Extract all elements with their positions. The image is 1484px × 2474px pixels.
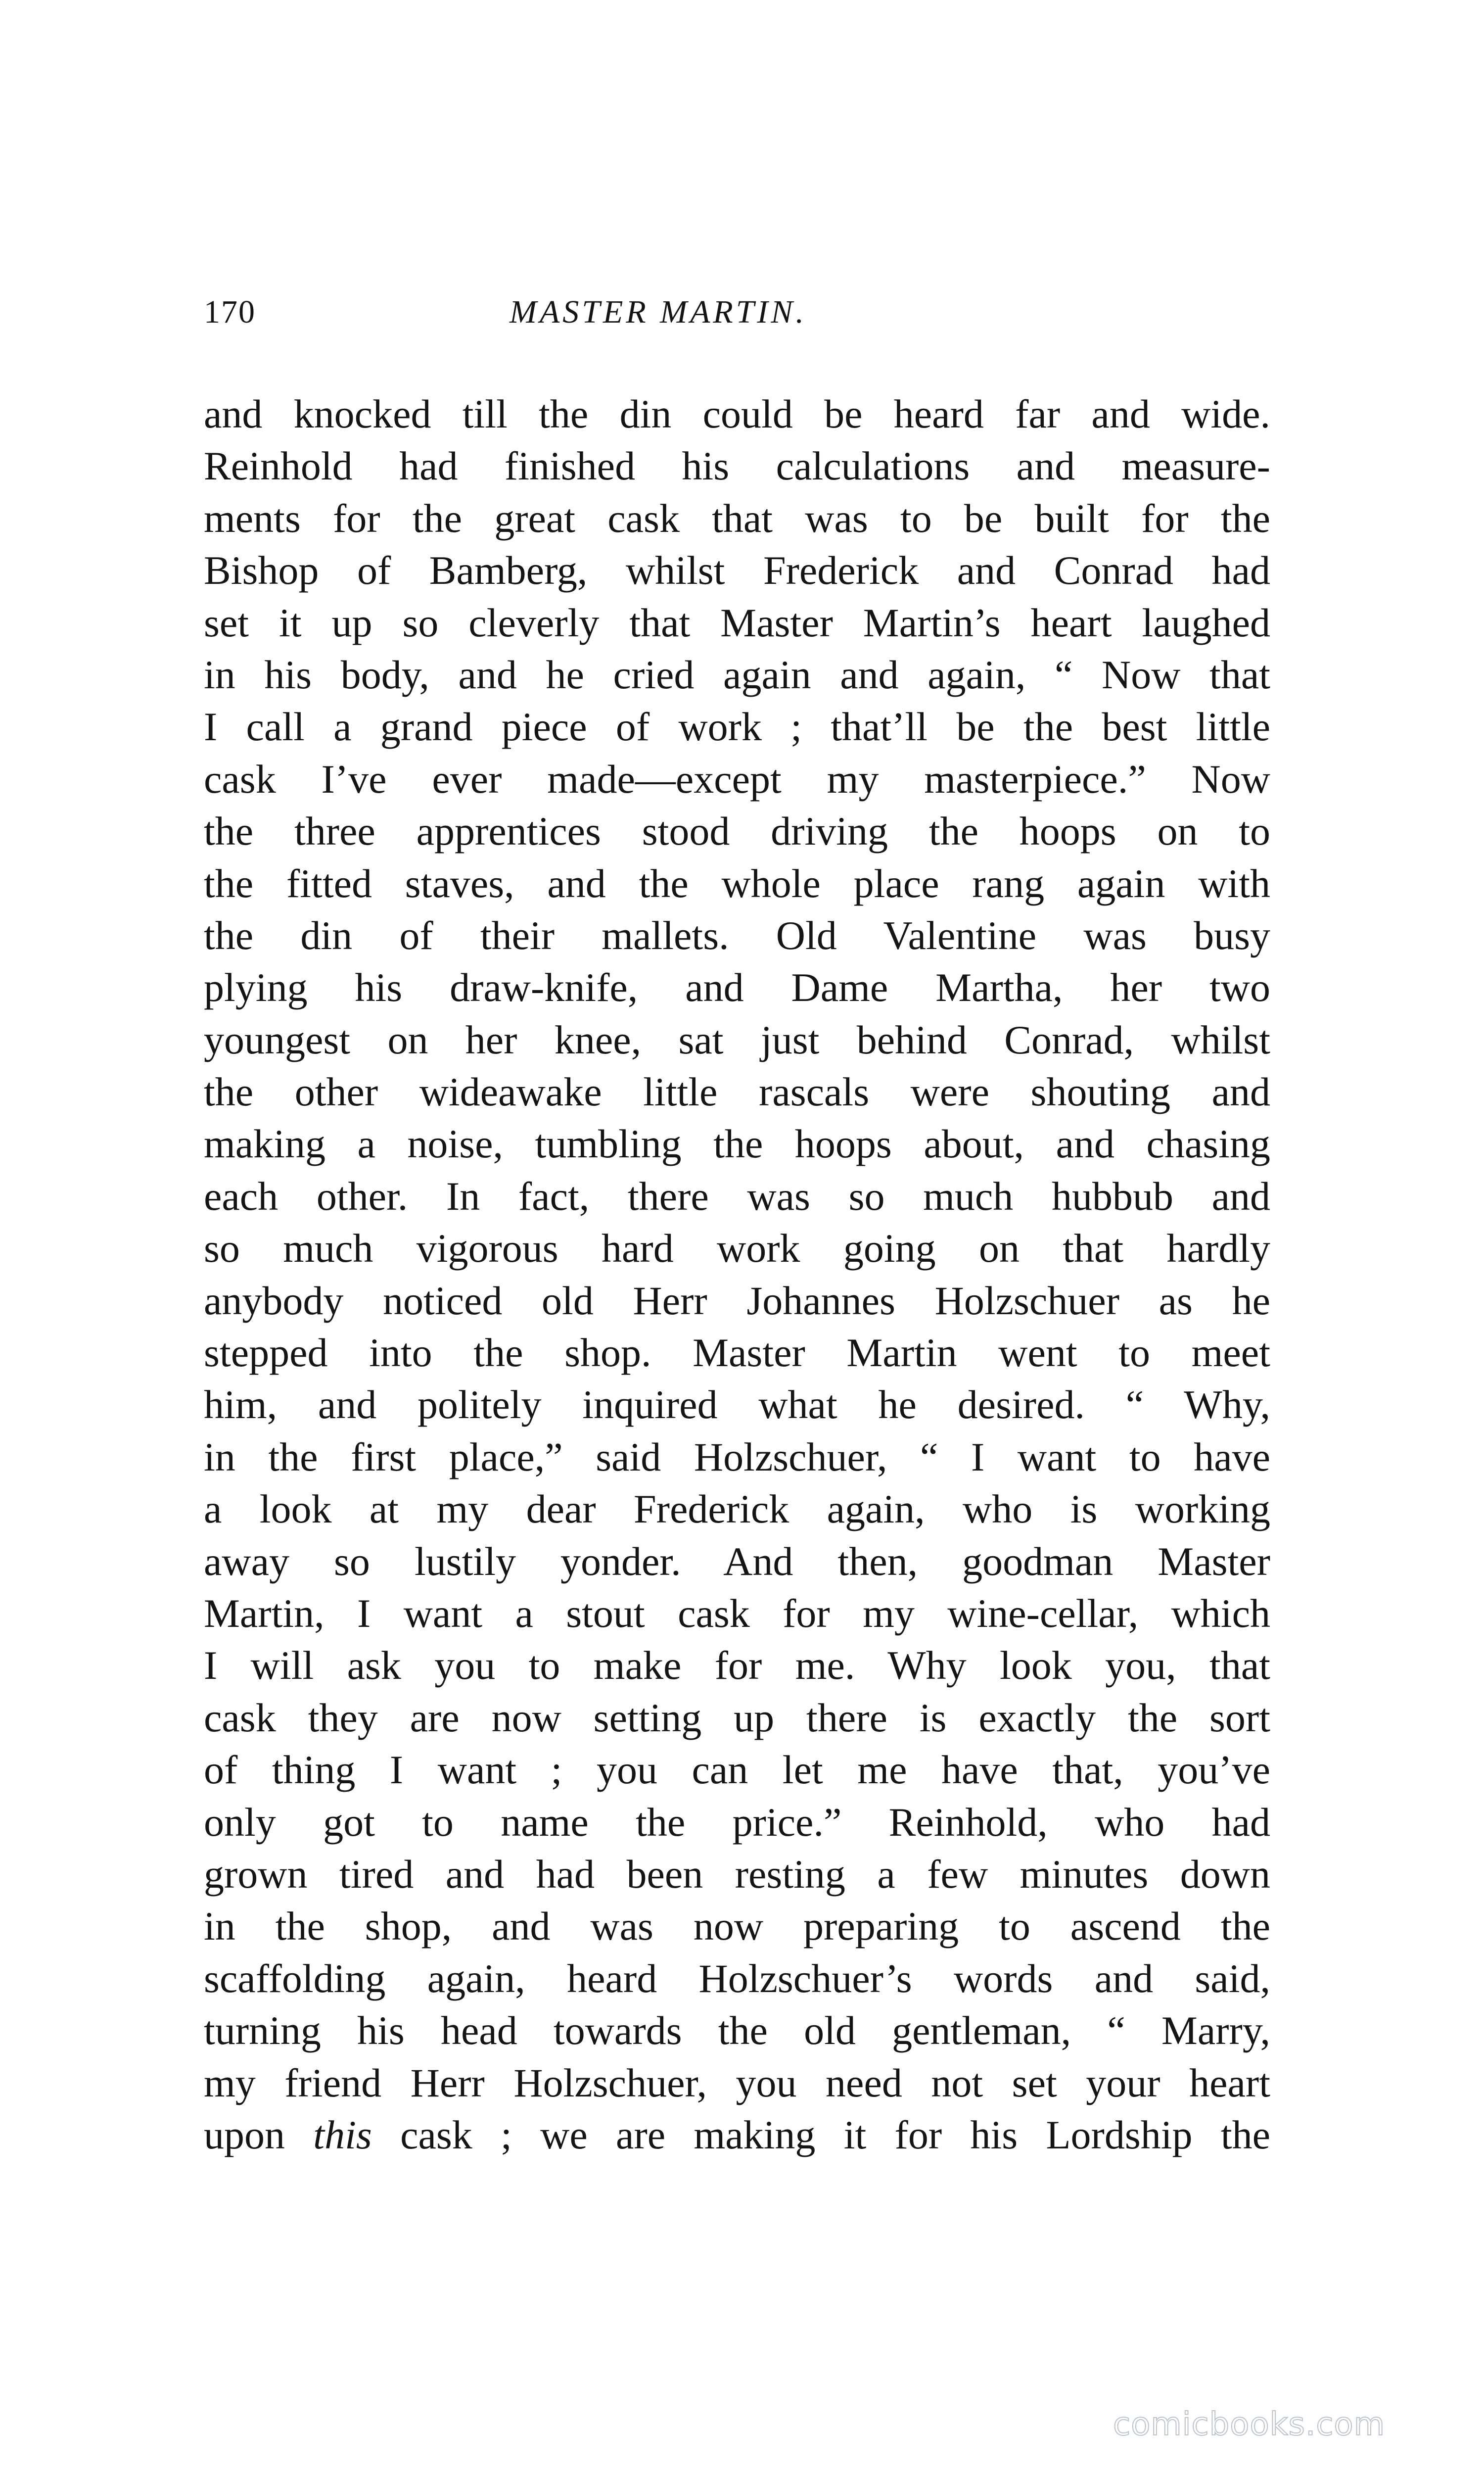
italic-emphasis: this xyxy=(313,2112,372,2157)
text-line: cask they are now setting up there is exactly the sort xyxy=(204,1695,1270,1740)
text-line: turning his head towards the old gentleman, “ Marry, xyxy=(204,2008,1270,2053)
text-line: and knocked till the din could be heard far and wide. xyxy=(204,391,1270,436)
text-line-last xyxy=(204,2109,1270,2161)
text-line: I will ask you to make for me. Why look you, that xyxy=(204,1643,1270,1688)
text-line: in the first place,” said Holzschuer, “ I want to have xyxy=(204,1434,1270,1479)
text-line: ments for the great cask that was to be built for the xyxy=(204,495,1270,541)
text-line: the din of their mallets. Old Valentine was busy xyxy=(204,912,1270,958)
text-line: scaffolding again, heard Holzschuer’s words and said, xyxy=(204,1955,1270,2001)
text-line: only got to name the price.” Reinhold, who had xyxy=(204,1799,1270,1845)
text-line: so much vigorous hard work going on that hardly xyxy=(204,1226,1270,1271)
text-line: Reinhold had finished his calculations and measure- xyxy=(204,443,1270,489)
text-line: I call a grand piece of work ; that’ll be the best little xyxy=(204,704,1270,750)
text-segment: cask ; we are making it for his Lordship the xyxy=(371,2112,1271,2157)
watermark: comicbooks.com xyxy=(1113,2406,1386,2443)
text-line: grown tired and had been resting a few minutes down xyxy=(204,1851,1270,1897)
text-line: anybody noticed old Herr Johannes Holzschuer as he xyxy=(204,1278,1270,1323)
text-line: in his body, and he cried again and again, “ Now that xyxy=(204,652,1270,697)
text-line: the other wideawake little rascals were shouting and xyxy=(204,1069,1270,1115)
text-line: making a noise, tumbling the hoops about, and chasing xyxy=(204,1121,1270,1167)
text-line: of thing I want ; you can let me have that, you’ve xyxy=(204,1747,1270,1793)
text-segment: upon xyxy=(204,2112,314,2157)
text-line: cask I’ve ever made—except my masterpiece.” Now xyxy=(204,756,1270,802)
text-line: the three apprentices stood driving the hoops on to xyxy=(204,809,1270,854)
text-line: away so lustily yonder. And then, goodman Master xyxy=(204,1538,1270,1584)
text-line: youngest on her knee, sat just behind Conrad, whilst xyxy=(204,1017,1270,1062)
text-line: a look at my dear Frederick again, who is working xyxy=(204,1486,1270,1532)
body-text xyxy=(204,388,1270,2161)
text-line: Martin, I want a stout cask for my wine-cellar, which xyxy=(204,1590,1270,1636)
text-line: set it up so cleverly that Master Martin’s heart laughed xyxy=(204,600,1270,645)
text-line: him, and politely inquired what he desired. “ Why, xyxy=(204,1382,1270,1427)
text-line: each other. In fact, there was so much hubbub and xyxy=(204,1173,1270,1219)
text-line: stepped into the shop. Master Martin went to meet xyxy=(204,1330,1270,1376)
running-title: MASTER MARTIN. xyxy=(510,294,807,330)
text-line: the fitted staves, and the whole place rang again with xyxy=(204,860,1270,906)
text-line: in the shop, and was now preparing to ascend the xyxy=(204,1903,1270,1949)
page-number: 170 xyxy=(204,294,256,330)
text-line: plying his draw-knife, and Dame Martha, her two xyxy=(204,965,1270,1010)
text-line: Bishop of Bamberg, whilst Frederick and Conrad had xyxy=(204,548,1270,593)
text-line: my friend Herr Holzschuer, you need not set your heart xyxy=(204,2060,1270,2105)
